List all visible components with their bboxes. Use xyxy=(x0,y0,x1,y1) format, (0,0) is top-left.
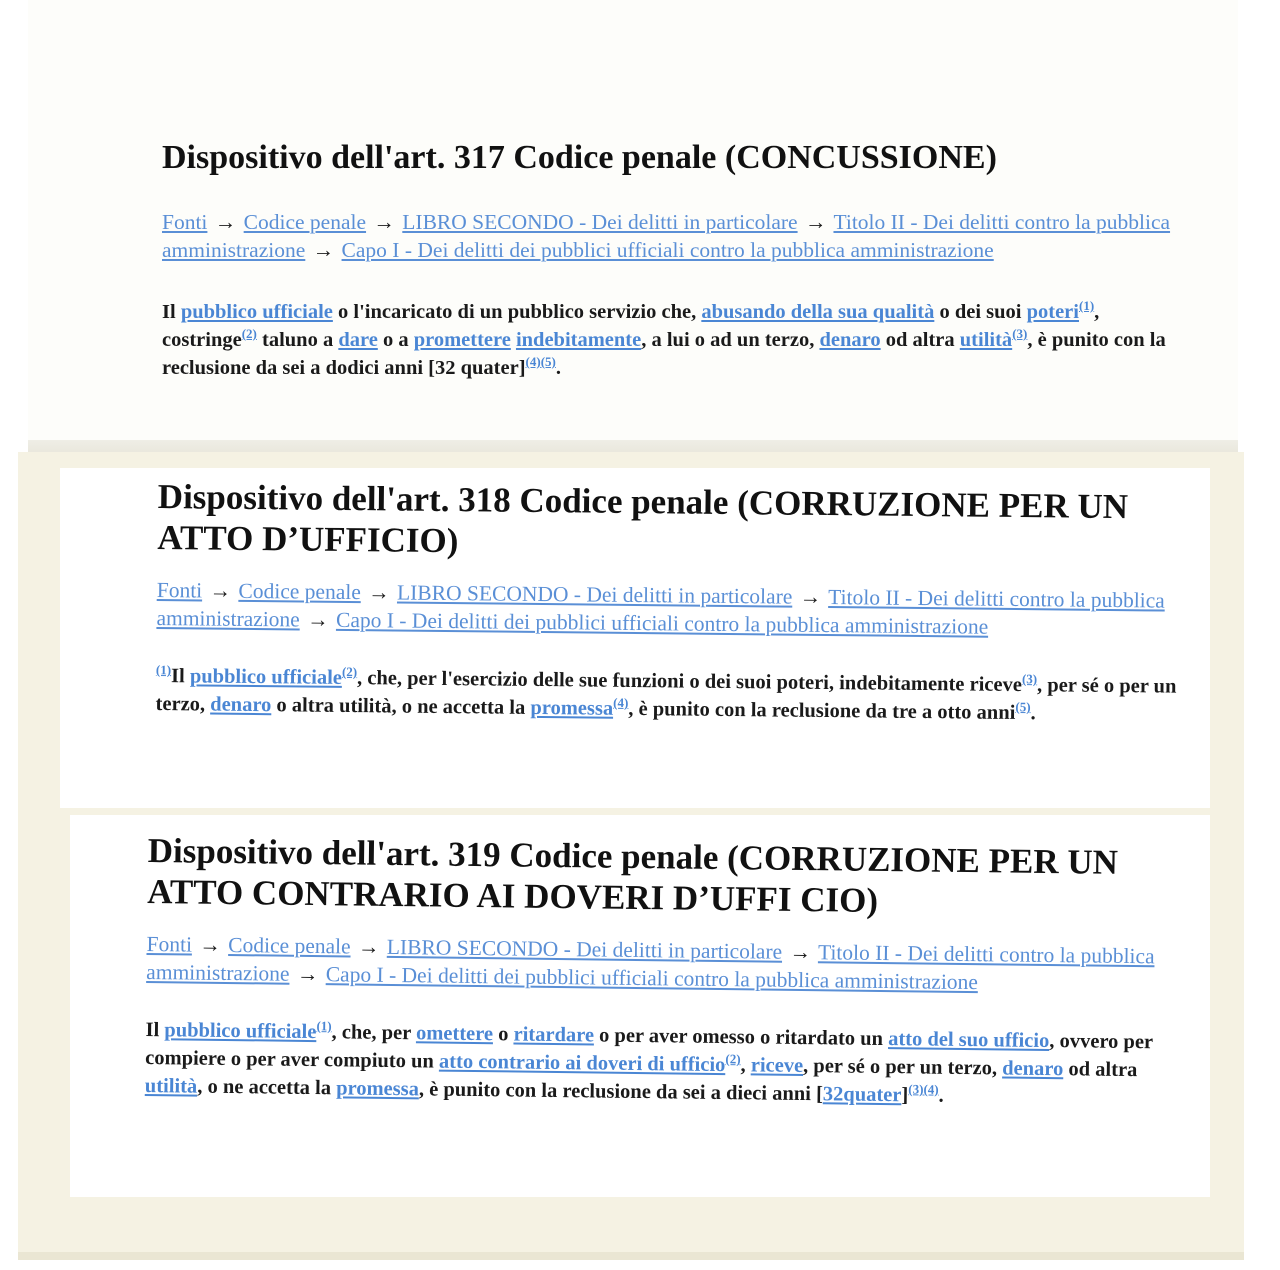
body-text-segment: , è punito con la reclusione da tre a otto anni xyxy=(628,697,1016,724)
body-text-segment: . xyxy=(938,1084,944,1107)
link-indebitamente[interactable]: indebitamente xyxy=(515,329,642,351)
link-32quater[interactable]: 32quater xyxy=(822,1083,902,1107)
body-text-segment: , che, per l'esercizio delle sue funzioni o dei suoi poteri, indebitamente riceve xyxy=(356,667,1023,697)
breadcrumb xyxy=(146,930,1177,999)
link-atto-contrario-ai-doveri[interactable]: atto contrario ai doveri di ufficio xyxy=(438,1050,726,1077)
breadcrumb-link-fonti[interactable]: Fonti xyxy=(146,931,193,957)
breadcrumb xyxy=(156,576,1197,643)
breadcrumb-arrow: → xyxy=(799,584,822,609)
link-poteri[interactable]: poteri xyxy=(1026,301,1079,323)
breadcrumb-link-codice-penale[interactable]: Codice penale xyxy=(243,210,367,234)
article-title: Dispositivo dell'art. 319 Codice penale (CORRUZIONE PER UN ATTO CONTRARIO AI DOVERI D’UFFI CIO) xyxy=(147,830,1119,920)
footnote-link[interactable]: (1) xyxy=(1078,298,1095,314)
link-promettere[interactable]: promettere xyxy=(413,329,511,351)
breadcrumb-link-capo-i[interactable]: Capo I - Dei delitti dei pubblici ufficiali contro la pubblica amministrazione xyxy=(335,607,989,639)
body-text-segment: Il xyxy=(170,665,191,688)
body-text-segment: , a lui o ad un terzo, xyxy=(641,329,820,351)
body-text-segment: od altra xyxy=(1063,1058,1138,1082)
article-317 xyxy=(162,138,1182,403)
footnote-link[interactable]: (3) xyxy=(908,1081,924,1097)
body-text-segment: , o ne accetta la xyxy=(197,1075,337,1100)
breadcrumb-link-libro-secondo[interactable]: LIBRO SECONDO - Dei delitti in particolare xyxy=(396,580,793,609)
article-body xyxy=(155,662,1196,729)
breadcrumb-link-codice-penale[interactable]: Codice penale xyxy=(238,578,361,605)
link-abusando-della-sua-qualita[interactable]: abusando della sua qualità xyxy=(701,301,935,323)
body-text-segment: , per sé o per un terzo, xyxy=(155,674,1177,716)
footnote-link[interactable]: (3) xyxy=(1012,326,1028,342)
link-promessa[interactable]: promessa xyxy=(530,696,614,720)
link-pubblico-ufficiale[interactable]: pubblico ufficiale xyxy=(189,665,343,689)
link-pubblico-ufficiale[interactable]: pubblico ufficiale xyxy=(164,1019,317,1044)
article-body xyxy=(162,298,1182,382)
article-title: Dispositivo dell'art. 318 Codice penale (CORRUZIONE PER UN ATTO D’UFFICIO) xyxy=(157,476,1129,561)
breadcrumb-arrow: → xyxy=(296,961,319,987)
breadcrumb-arrow: → xyxy=(312,238,335,262)
footnote-link[interactable]: (1) xyxy=(316,1018,332,1034)
link-ritardare[interactable]: ritardare xyxy=(513,1023,595,1047)
breadcrumb-link-fonti[interactable]: Fonti xyxy=(162,210,208,234)
footnote-link[interactable]: (4) xyxy=(525,354,541,370)
footnote-link[interactable]: (2) xyxy=(341,664,358,680)
body-text-segment: , xyxy=(740,1054,751,1077)
breadcrumb-link-capo-i[interactable]: Capo I - Dei delitti dei pubblici ufficiali contro la pubblica amministrazione xyxy=(341,238,994,262)
breadcrumb-arrow: → xyxy=(368,580,390,605)
breadcrumb-arrow: → xyxy=(214,210,237,234)
breadcrumb-arrow: → xyxy=(789,939,812,965)
article-title: Dispositivo dell'art. 317 Codice penale (CONCUSSIONE) xyxy=(162,139,997,176)
link-dare[interactable]: dare xyxy=(338,329,378,351)
link-denaro[interactable]: denaro xyxy=(819,329,881,351)
link-riceve[interactable]: riceve xyxy=(750,1054,804,1078)
body-text-segment: od altra xyxy=(880,329,960,351)
body-text-segment: taluno a xyxy=(256,329,339,351)
link-omettere[interactable]: omettere xyxy=(415,1022,494,1046)
footnote-link[interactable]: (2) xyxy=(725,1051,741,1067)
body-text-segment: , è punito con la reclusione da sei a dieci anni [ xyxy=(418,1078,824,1106)
breadcrumb-arrow: → xyxy=(199,932,222,957)
breadcrumb-arrow: → xyxy=(209,578,232,603)
breadcrumb-link-capo-i[interactable]: Capo I - Dei delitti dei pubblici ufficiali contro la pubblica amministrazione xyxy=(325,962,979,995)
footnote-link[interactable]: (2) xyxy=(241,326,257,342)
breadcrumb-link-titolo-ii[interactable]: Titolo II - Dei delitti contro la pubblica amministrazione xyxy=(162,210,1171,262)
breadcrumb-link-libro-secondo[interactable]: LIBRO SECONDO - Dei delitti in particolare xyxy=(386,934,783,964)
breadcrumb-link-codice-penale[interactable]: Codice penale xyxy=(228,932,351,959)
breadcrumb-link-titolo-ii[interactable]: Titolo II - Dei delitti contro la pubblica amministrazione xyxy=(146,940,1155,986)
body-text-segment: . xyxy=(1030,702,1036,725)
link-utilita[interactable]: utilità xyxy=(144,1074,198,1098)
article-body xyxy=(145,1016,1176,1113)
link-utilita[interactable]: utilità xyxy=(959,329,1013,351)
body-text-segment: Il xyxy=(145,1018,165,1042)
body-text-segment: , che, per xyxy=(331,1021,417,1045)
breadcrumb-arrow: → xyxy=(804,210,827,234)
body-text-segment: o xyxy=(492,1023,514,1046)
body-text-segment: o l'incaricato di un pubblico servizio che, xyxy=(332,301,702,323)
body-text-segment: , è punito con la reclusione da sei a dodici anni [32 quater] xyxy=(162,329,1166,379)
link-pubblico-ufficiale[interactable]: pubblico ufficiale xyxy=(180,301,333,323)
body-text-segment: o dei suoi xyxy=(934,301,1027,323)
body-text-segment: ] xyxy=(901,1084,909,1107)
footnote-link[interactable]: (5) xyxy=(540,354,556,370)
body-text-segment: o a xyxy=(377,329,414,351)
footnote-link[interactable]: (4) xyxy=(613,694,629,711)
breadcrumb-arrow: → xyxy=(307,607,329,632)
article-319 xyxy=(144,830,1177,1133)
body-text-segment: , ovvero per compiere o per aver compiuto un xyxy=(145,1030,1153,1073)
breadcrumb-arrow: → xyxy=(357,934,380,959)
link-atto-del-suo-ufficio[interactable]: atto del suo ufficio xyxy=(888,1028,1050,1053)
link-denaro[interactable]: denaro xyxy=(210,693,272,717)
body-text-segment: o per aver omesso o ritardato un xyxy=(593,1024,889,1051)
breadcrumb-link-libro-secondo[interactable]: LIBRO SECONDO - Dei delitti in particolare xyxy=(402,210,798,234)
breadcrumb-link-fonti[interactable]: Fonti xyxy=(156,577,203,603)
body-text-segment: , per sé o per un terzo, xyxy=(802,1055,1003,1080)
footnote-link[interactable]: (3) xyxy=(1021,671,1038,687)
body-text-segment: , costringe xyxy=(162,301,1100,351)
link-promessa[interactable]: promessa xyxy=(336,1077,420,1101)
article-318 xyxy=(155,476,1198,749)
footnote-link[interactable]: (4) xyxy=(923,1081,939,1097)
body-text-segment: Il xyxy=(162,301,181,323)
breadcrumb xyxy=(162,208,1182,264)
body-text-segment: o altra utilità, o ne accetta la xyxy=(271,694,531,719)
body-text-segment: . xyxy=(555,357,561,379)
footnote-link[interactable]: (5) xyxy=(1015,699,1031,715)
link-denaro[interactable]: denaro xyxy=(1002,1057,1064,1081)
breadcrumb-link-titolo-ii[interactable]: Titolo II - Dei delitti contro la pubblica amministrazione xyxy=(156,585,1165,632)
breadcrumb-arrow: → xyxy=(373,210,395,234)
footnote-link[interactable]: (1) xyxy=(155,662,172,678)
